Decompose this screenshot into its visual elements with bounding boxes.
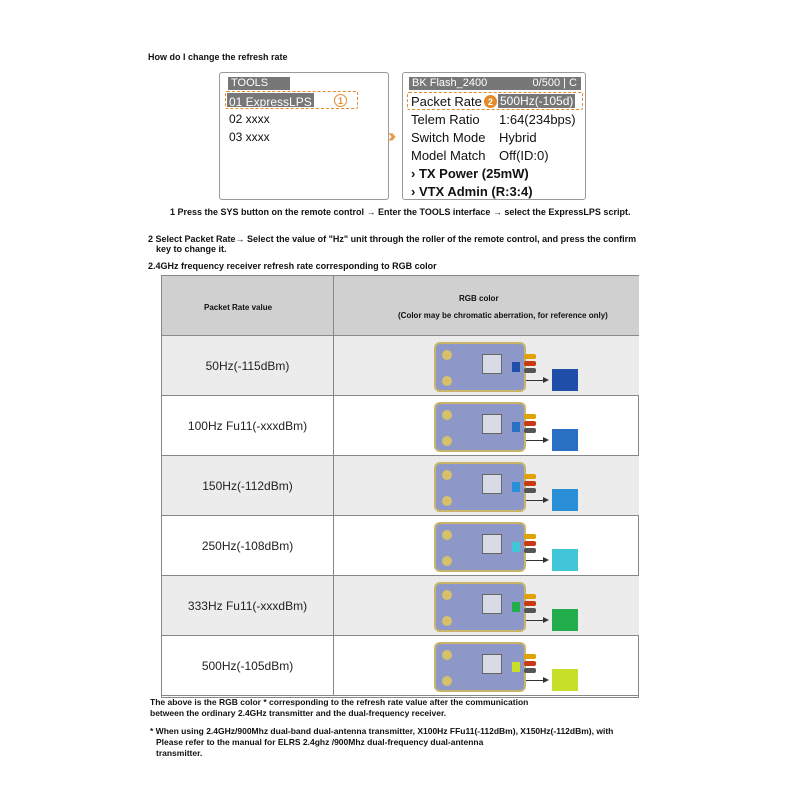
antenna-pad [442, 556, 452, 566]
header-packet-rate: Packet Rate value [204, 303, 273, 312]
table-row [162, 456, 639, 516]
led [512, 362, 520, 372]
chip [482, 474, 502, 494]
telem-ratio-value: 1:64(234bps) [499, 112, 576, 127]
model-match-value: Off(ID:0) [499, 148, 549, 163]
note-2-line2: Please refer to the manual for ELRS 2.4ghz /900Mhz dual-frequency dual-antenna [156, 737, 484, 747]
antenna-pad [442, 470, 452, 480]
rate-cell [162, 456, 334, 516]
chip [482, 654, 502, 674]
rate-cell [162, 516, 334, 576]
chip [482, 414, 502, 434]
header-rgb-note: (Color may be chromatic aberration, for reference only) [398, 311, 608, 320]
arrow-right-icon [543, 377, 549, 383]
table-row [162, 396, 639, 456]
tools-header: TOOLS [228, 77, 290, 90]
table-row [162, 636, 639, 696]
color-swatch [552, 549, 578, 571]
antenna-pad [442, 650, 452, 660]
receiver-image [434, 642, 526, 692]
elrs-header-status: 0/500 | C [532, 77, 577, 89]
rate-value: 500Hz(-105dBm) [201, 658, 294, 673]
tools-item-3: 03 xxxx [229, 130, 270, 144]
step-badge-1: 1 [334, 94, 347, 107]
antenna-pad [442, 590, 452, 600]
antenna-pad [442, 530, 452, 540]
color-swatch [552, 669, 578, 691]
table-row [162, 576, 639, 636]
page-title: How do I change the refresh rate [148, 52, 288, 62]
color-cell [334, 456, 639, 516]
chevron-right-icon: ›› [388, 126, 392, 146]
receiver-image [434, 582, 526, 632]
antenna-pad [442, 496, 452, 506]
packet-rate-value: 500Hz(-105d) [500, 94, 574, 108]
rate-value: 100Hz Fu11(-xxxdBm) [187, 418, 308, 433]
receiver-image [434, 522, 526, 572]
rate-value: 250Hz(-108dBm) [201, 538, 294, 553]
note-2-line3: transmitter. [156, 748, 203, 758]
rate-value: 50Hz(-115dBm) [205, 358, 290, 373]
antenna-pad [442, 616, 452, 626]
color-cell [334, 576, 639, 636]
antenna-pad [442, 410, 452, 420]
table-header-rate [162, 276, 334, 336]
color-cell [334, 516, 639, 576]
tools-item-2: 02 xxxx [229, 112, 270, 126]
arrow-right-icon [543, 617, 549, 623]
color-cell [334, 396, 639, 456]
wires [524, 414, 536, 436]
color-swatch [552, 489, 578, 511]
table-title: 2.4GHz frequency receiver refresh rate corresponding to RGB color [148, 261, 437, 271]
led [512, 662, 520, 672]
chip [482, 534, 502, 554]
header-rgb-color: RGB color [459, 294, 499, 303]
wires [524, 594, 536, 616]
led [512, 482, 520, 492]
arrow-right-icon [543, 677, 549, 683]
tx-power-menu: › TX Power (25mW) [411, 166, 529, 181]
elrs-header [409, 77, 581, 90]
antenna-pad [442, 676, 452, 686]
color-cell [334, 636, 639, 696]
switch-mode-label: Switch Mode [411, 130, 486, 145]
vtx-admin-menu: › VTX Admin (R:3:4) [411, 184, 533, 199]
antenna-pad [442, 376, 452, 386]
led [512, 602, 520, 612]
table-header-color [334, 276, 639, 336]
packet-rate-label: Packet Rate [411, 94, 482, 109]
rate-cell [162, 396, 334, 456]
color-swatch [552, 369, 578, 391]
wires [524, 534, 536, 556]
note-2-line1: * When using 2.4GHz/900Mhz dual-band dual-antenna transmitter, X100Hz FFu11(-112dBm), X150Hz(-112dBm), with [150, 726, 614, 736]
table-row [162, 516, 639, 576]
tools-item-1: 01 ExpressLPS [229, 95, 312, 109]
rgb-table [161, 275, 639, 698]
step-2-text-line1: 2 Select Packet Rate→ Select the value of "Hz" unit through the roller of the remote control, and press the confirm [148, 234, 637, 244]
antenna-pad [442, 436, 452, 446]
arrow-right-icon [543, 437, 549, 443]
receiver-image [434, 462, 526, 512]
rate-cell [162, 336, 334, 396]
tools-screen [219, 72, 389, 200]
rate-cell [162, 576, 334, 636]
rate-value: 150Hz(-112dBm) [202, 478, 293, 493]
switch-mode-value: Hybrid [499, 130, 537, 145]
receiver-image [434, 342, 526, 392]
arrow-right-icon [543, 557, 549, 563]
color-swatch [552, 609, 578, 631]
rate-cell [162, 636, 334, 696]
expresslrs-screen [402, 72, 586, 200]
step-1-text: 1 Press the SYS button on the remote control → Enter the TOOLS interface → select the ExpressLPS script. [170, 207, 631, 217]
wires [524, 354, 536, 376]
chip [482, 354, 502, 374]
rate-value: 333Hz Fu11(-xxxdBm) [187, 598, 308, 613]
step-2-text-line2: key to change it. [156, 244, 227, 254]
chip [482, 594, 502, 614]
note-1-line1: The above is the RGB color * corresponding to the refresh rate value after the communication [150, 697, 529, 707]
led [512, 542, 520, 552]
antenna-pad [442, 350, 452, 360]
telem-ratio-label: Telem Ratio [411, 112, 480, 127]
color-swatch [552, 429, 578, 451]
color-cell [334, 336, 639, 396]
wires [524, 474, 536, 496]
elrs-header-title: BK Flash_2400 [412, 77, 488, 89]
model-match-label: Model Match [411, 148, 486, 163]
arrow-right-icon [543, 497, 549, 503]
step-badge-2: 2 [484, 95, 497, 108]
wires [524, 654, 536, 676]
table-row [162, 336, 639, 396]
led [512, 422, 520, 432]
receiver-image [434, 402, 526, 452]
note-1-line2: between the ordinary 2.4GHz transmitter and the dual-frequency receiver. [150, 708, 447, 718]
